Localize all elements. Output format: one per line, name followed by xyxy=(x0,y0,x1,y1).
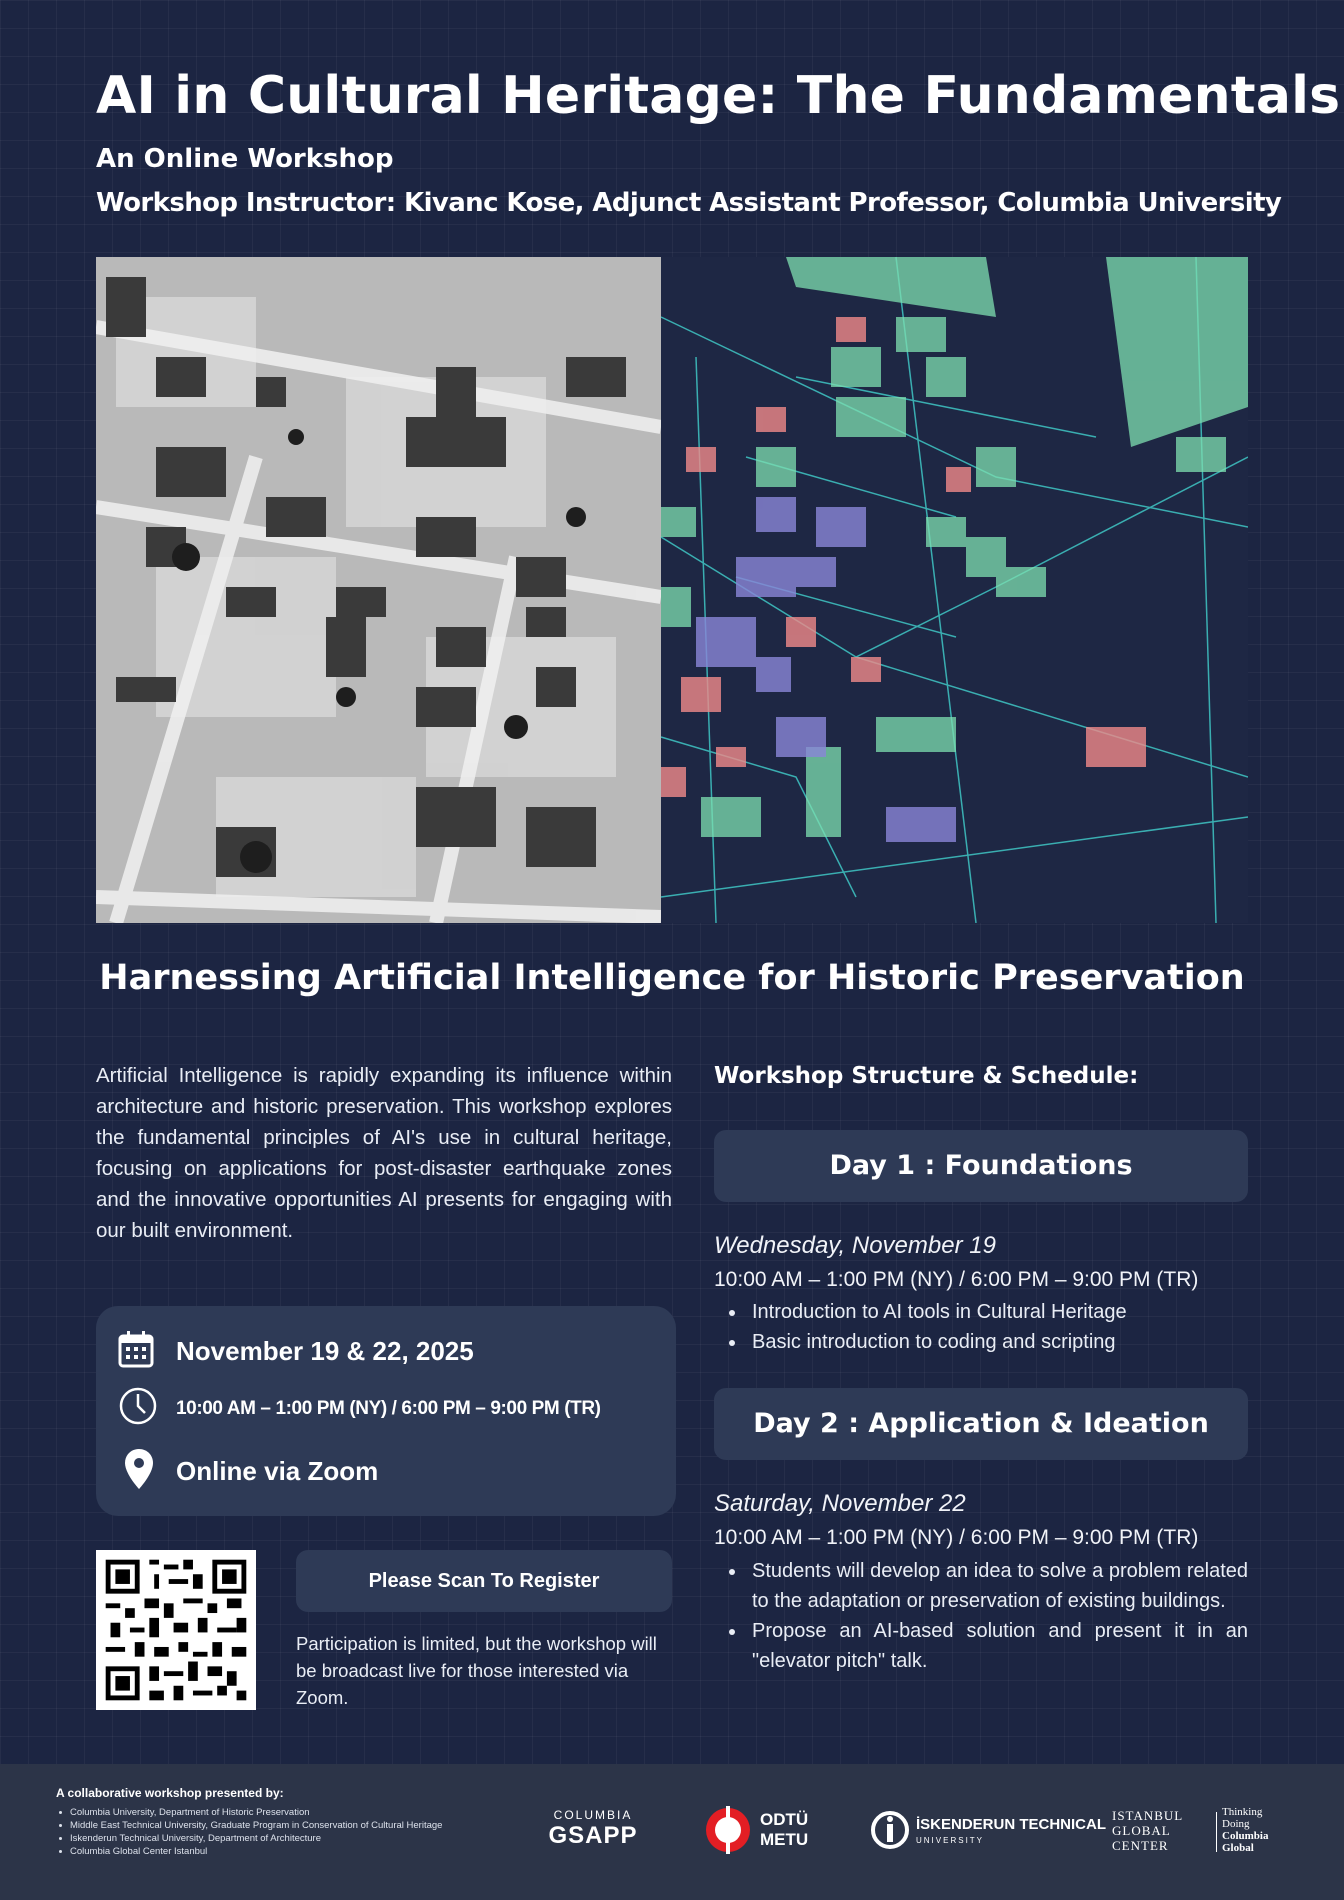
day-2-topics xyxy=(714,1556,1248,1676)
event-time: 10:00 AM – 1:00 PM (NY) / 6:00 PM – 9:00 PM (TR) xyxy=(176,1398,601,1419)
odtu-logo-bottom: METU xyxy=(760,1830,809,1849)
list-item: Propose an AI-based solution and present it in an "elevator pitch" talk. xyxy=(714,1616,1248,1676)
poster-subtitle: An Online Workshop xyxy=(96,144,394,174)
list-item: Columbia University, Department of Historic Preservation xyxy=(56,1806,476,1819)
cg-line-3: Columbia xyxy=(1222,1830,1269,1842)
instructor-line: Workshop Instructor: Kivanc Kose, Adjunct Assistant Professor, Columbia University xyxy=(96,188,1282,218)
istanbul-global-center-logo xyxy=(1112,1808,1183,1853)
poster-title: AI in Cultural Heritage: The Fundamentals xyxy=(96,66,1341,126)
iskenderun-logo-sub: UNIVERSITY xyxy=(916,1836,985,1845)
list-item: Introduction to AI tools in Cultural Heritage xyxy=(714,1297,1248,1327)
satellite-damage-map-image xyxy=(96,257,1248,923)
list-item: Middle East Technical University, Graduate Program in Conservation of Cultural Heritage xyxy=(56,1819,476,1832)
hero-image xyxy=(96,257,1248,923)
list-item: Columbia Global Center Istanbul xyxy=(56,1845,476,1858)
odtu-emblem-icon xyxy=(704,1806,752,1854)
logo-divider xyxy=(1216,1812,1217,1852)
event-location: Online via Zoom xyxy=(176,1456,379,1486)
gsapp-logo-bottom: GSAPP xyxy=(548,1822,638,1849)
cg-line-1: Thinking xyxy=(1222,1806,1263,1818)
igc-line-1: ISTANBUL xyxy=(1112,1808,1184,1823)
qr-code-image xyxy=(96,1550,256,1710)
day-1-time: 10:00 AM – 1:00 PM (NY) / 6:00 PM – 9:00 PM (TR) xyxy=(714,1268,1199,1291)
odtu-logo-top: ODTÜ xyxy=(760,1810,809,1829)
registration-note: Participation is limited, but the workshop will be broadcast live for those interested via Zoom. xyxy=(296,1633,657,1708)
columbia-global-logo xyxy=(1222,1806,1268,1854)
location-pin-icon xyxy=(124,1448,154,1495)
cg-line-2: Doing xyxy=(1222,1818,1250,1830)
day-2-date: Saturday, November 22 xyxy=(714,1490,966,1517)
igc-line-2: GLOBAL xyxy=(1112,1823,1171,1838)
igc-line-3: CENTER xyxy=(1112,1838,1169,1853)
day-2-title: Day 2 : Application & Ideation xyxy=(714,1388,1248,1460)
registration-qr-code[interactable] xyxy=(96,1550,256,1710)
cg-line-4: Global xyxy=(1222,1842,1254,1854)
footer-heading: A collaborative workshop presented by: xyxy=(56,1786,284,1800)
event-info-box xyxy=(96,1306,676,1516)
event-date: November 19 & 22, 2025 xyxy=(176,1336,474,1366)
section-heading: Harnessing Artificial Intelligence for Historic Preservation xyxy=(99,958,1245,998)
iskenderun-logo-name: İSKENDERUN TECHNICAL xyxy=(916,1816,1107,1833)
day-2-time: 10:00 AM – 1:00 PM (NY) / 6:00 PM – 9:00 PM (TR) xyxy=(714,1526,1199,1549)
columbia-gsapp-logo xyxy=(540,1808,646,1850)
schedule-heading: Workshop Structure & Schedule: xyxy=(714,1063,1139,1089)
register-button[interactable]: Please Scan To Register xyxy=(296,1550,672,1612)
intro-paragraph: Artificial Intelligence is rapidly expanding its influence within architecture and historic preservation. This workshop explores the fundamental principles of AI's use in cultural heritage, focusing on applications for post-disaster earthquake zones and the innovative opportunities AI presents for engaging with our built environment. xyxy=(96,1064,672,1242)
calendar-icon xyxy=(118,1330,154,1373)
partner-list xyxy=(56,1806,476,1858)
day-1-date: Wednesday, November 19 xyxy=(714,1232,996,1259)
list-item: Basic introduction to coding and scripting xyxy=(714,1327,1248,1357)
iskenderun-emblem-icon xyxy=(870,1810,910,1850)
day-1-title: Day 1 : Foundations xyxy=(714,1130,1248,1202)
clock-icon xyxy=(118,1386,158,1431)
list-item: Students will develop an idea to solve a problem related to the adaptation or preservation of existing buildings. xyxy=(714,1556,1248,1616)
list-item: Iskenderun Technical University, Department of Architecture xyxy=(56,1832,476,1845)
day-1-topics xyxy=(714,1297,1248,1357)
gsapp-logo-top: COLUMBIA xyxy=(553,1808,633,1822)
